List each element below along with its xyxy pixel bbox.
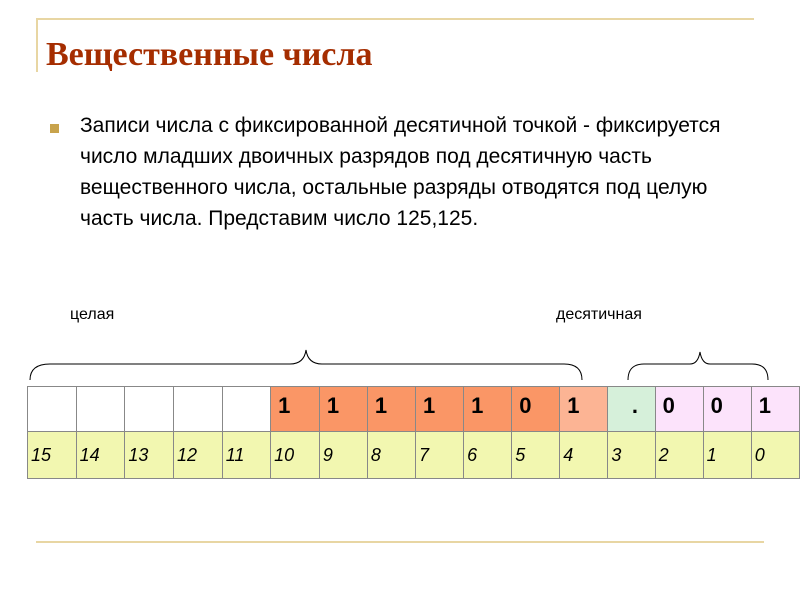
footer-accent-line (36, 541, 764, 543)
slide-title: Вещественные числа (46, 36, 373, 73)
position-cell: 5 (512, 432, 560, 479)
position-cell: 2 (655, 432, 703, 479)
bit-cell-0: 1 (751, 387, 799, 432)
bit-cell-9: 1 (319, 387, 367, 432)
bit-grid (27, 386, 800, 479)
position-cell: 12 (174, 432, 223, 479)
bit-cell-7: 1 (416, 387, 464, 432)
bit-cell-15 (28, 387, 77, 432)
bit-cell-11 (222, 387, 270, 432)
position-cell: 10 (271, 432, 320, 479)
integer-brace (30, 350, 582, 380)
position-cell: 14 (76, 432, 125, 479)
position-cell: 11 (222, 432, 270, 479)
fractional-part-label: десятичная (556, 306, 642, 323)
integer-part-label: целая (70, 306, 115, 323)
fractional-brace (628, 352, 768, 380)
position-cell: 4 (560, 432, 608, 479)
position-cell: 13 (125, 432, 174, 479)
position-cell: 8 (367, 432, 415, 479)
position-cell: 15 (28, 432, 77, 479)
bit-cell-14 (76, 387, 125, 432)
position-cell: 0 (751, 432, 799, 479)
bullet-text: Записи числа с фиксированной десятичной точкой - фиксируется число младших двоичных разрядов под десятичную часть вещественного числа, остальные разряды отводятся под целую часть числа. Представим число 125,125. (80, 114, 721, 230)
decimal-point-cell: . (608, 387, 655, 432)
position-cell: 3 (608, 432, 655, 479)
position-cell: 9 (319, 432, 367, 479)
position-cell: 7 (416, 432, 464, 479)
bit-cell-2: 0 (655, 387, 703, 432)
bit-cell-6: 1 (464, 387, 512, 432)
position-cell: 1 (703, 432, 751, 479)
bit-cell-10: 1 (271, 387, 320, 432)
bit-cell-13 (125, 387, 174, 432)
bit-cell-4: 1 (560, 387, 608, 432)
bit-cell-12 (174, 387, 223, 432)
bit-cell-8: 1 (367, 387, 415, 432)
bit-cell-5: 0 (512, 387, 560, 432)
bit-row (28, 387, 800, 432)
position-row (28, 432, 800, 479)
position-cell: 6 (464, 432, 512, 479)
bit-cell-1: 0 (703, 387, 751, 432)
